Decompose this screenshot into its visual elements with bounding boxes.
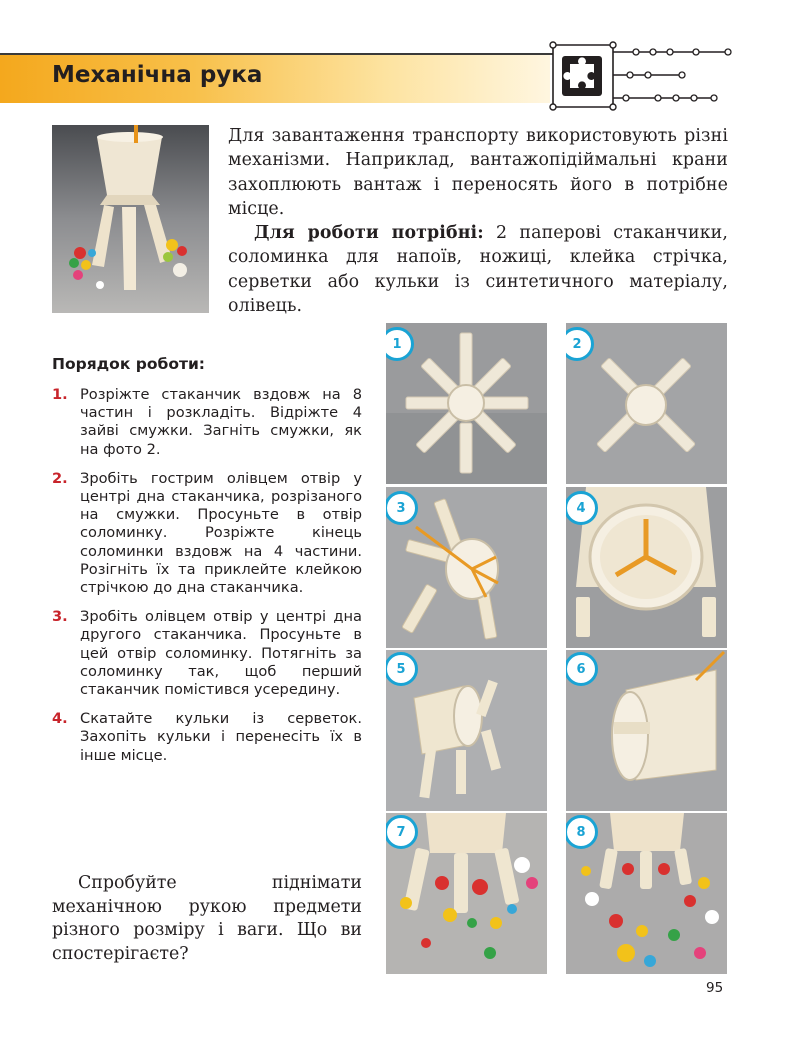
step-text: Зробіть олівцем отвір у центрі дна другого стаканчика. Просуньте в цей отвір соломинку. Потягніть за соломинку так, щоб перший стаканчик помістився усередину.	[80, 608, 362, 699]
photo-number-badge: 7	[386, 815, 418, 849]
step-photo-7	[386, 813, 547, 974]
closing-question: Спробуйте піднімати механічною рукою предмети різного розміру і ваги. Що ви спостерігаєте?	[52, 873, 362, 964]
step-item	[52, 470, 362, 597]
step-photo-3	[386, 487, 547, 648]
step-item	[52, 608, 362, 699]
header-divider	[0, 53, 555, 55]
step-number: 4.	[52, 710, 68, 728]
materials-paragraph	[228, 221, 728, 318]
page-title: Механічна рука	[52, 62, 263, 88]
materials-text: 2 паперові стаканчики, соломинка для напоїв, ножиці, клейка стрічка, серветки або кульки із синтетичного матеріалу, олівець.	[228, 223, 728, 317]
step-photo-5	[386, 650, 547, 811]
photo-number-badge: 3	[386, 491, 418, 525]
step-photo-8	[566, 813, 727, 974]
intro-paragraph: Для завантаження транспорту використовують різні механізми. Наприклад, вантажопідіймальні крани захоплюють вантаж і переносять його в потрібне місце.	[228, 126, 728, 219]
step-photo-grid	[386, 323, 729, 975]
photo-number-badge: 6	[566, 652, 598, 686]
steps-heading: Порядок роботи:	[52, 355, 206, 373]
step-number: 3.	[52, 608, 68, 626]
photo-number-badge: 8	[566, 815, 598, 849]
step-number: 2.	[52, 469, 68, 487]
page-number: 95	[706, 980, 724, 996]
step-item	[52, 386, 362, 459]
intro-photo-mechanical-arm	[52, 125, 209, 313]
step-text: Зробіть гострим олівцем отвір у центрі дна стаканчика, розрізаного на смужки. Просуньте в отвір соломинку. Розріжте кінець соломинки вздовж на 4 частини. Розігніть їх та приклейте клейкою стрічкою до дна стаканчика.	[80, 469, 362, 597]
step-photo-2	[566, 323, 727, 484]
photo-number-badge: 1	[386, 327, 414, 361]
step-photo-4	[566, 487, 727, 648]
step-item	[52, 710, 362, 765]
step-text: Скатайте кульки із серветок. Захопіть кульки і перенесіть їх в інше місце.	[80, 710, 362, 764]
photo-number-badge: 5	[386, 652, 418, 686]
step-photo-6	[566, 650, 727, 811]
intro-text	[228, 124, 728, 318]
photo-number-badge: 2	[566, 327, 594, 361]
puzzle-circuit-icon	[548, 40, 738, 112]
steps-list	[52, 386, 362, 765]
photo-number-badge: 4	[566, 491, 598, 525]
materials-label: Для роботи потрібні:	[254, 223, 484, 244]
step-text: Розріжте стаканчик вздовж на 8 частин і розкладіть. Відріжте 4 зайві смужки. Загніть смужки, як на фото 2.	[80, 386, 362, 458]
step-photo-1	[386, 323, 547, 484]
step-number: 1.	[52, 386, 68, 403]
